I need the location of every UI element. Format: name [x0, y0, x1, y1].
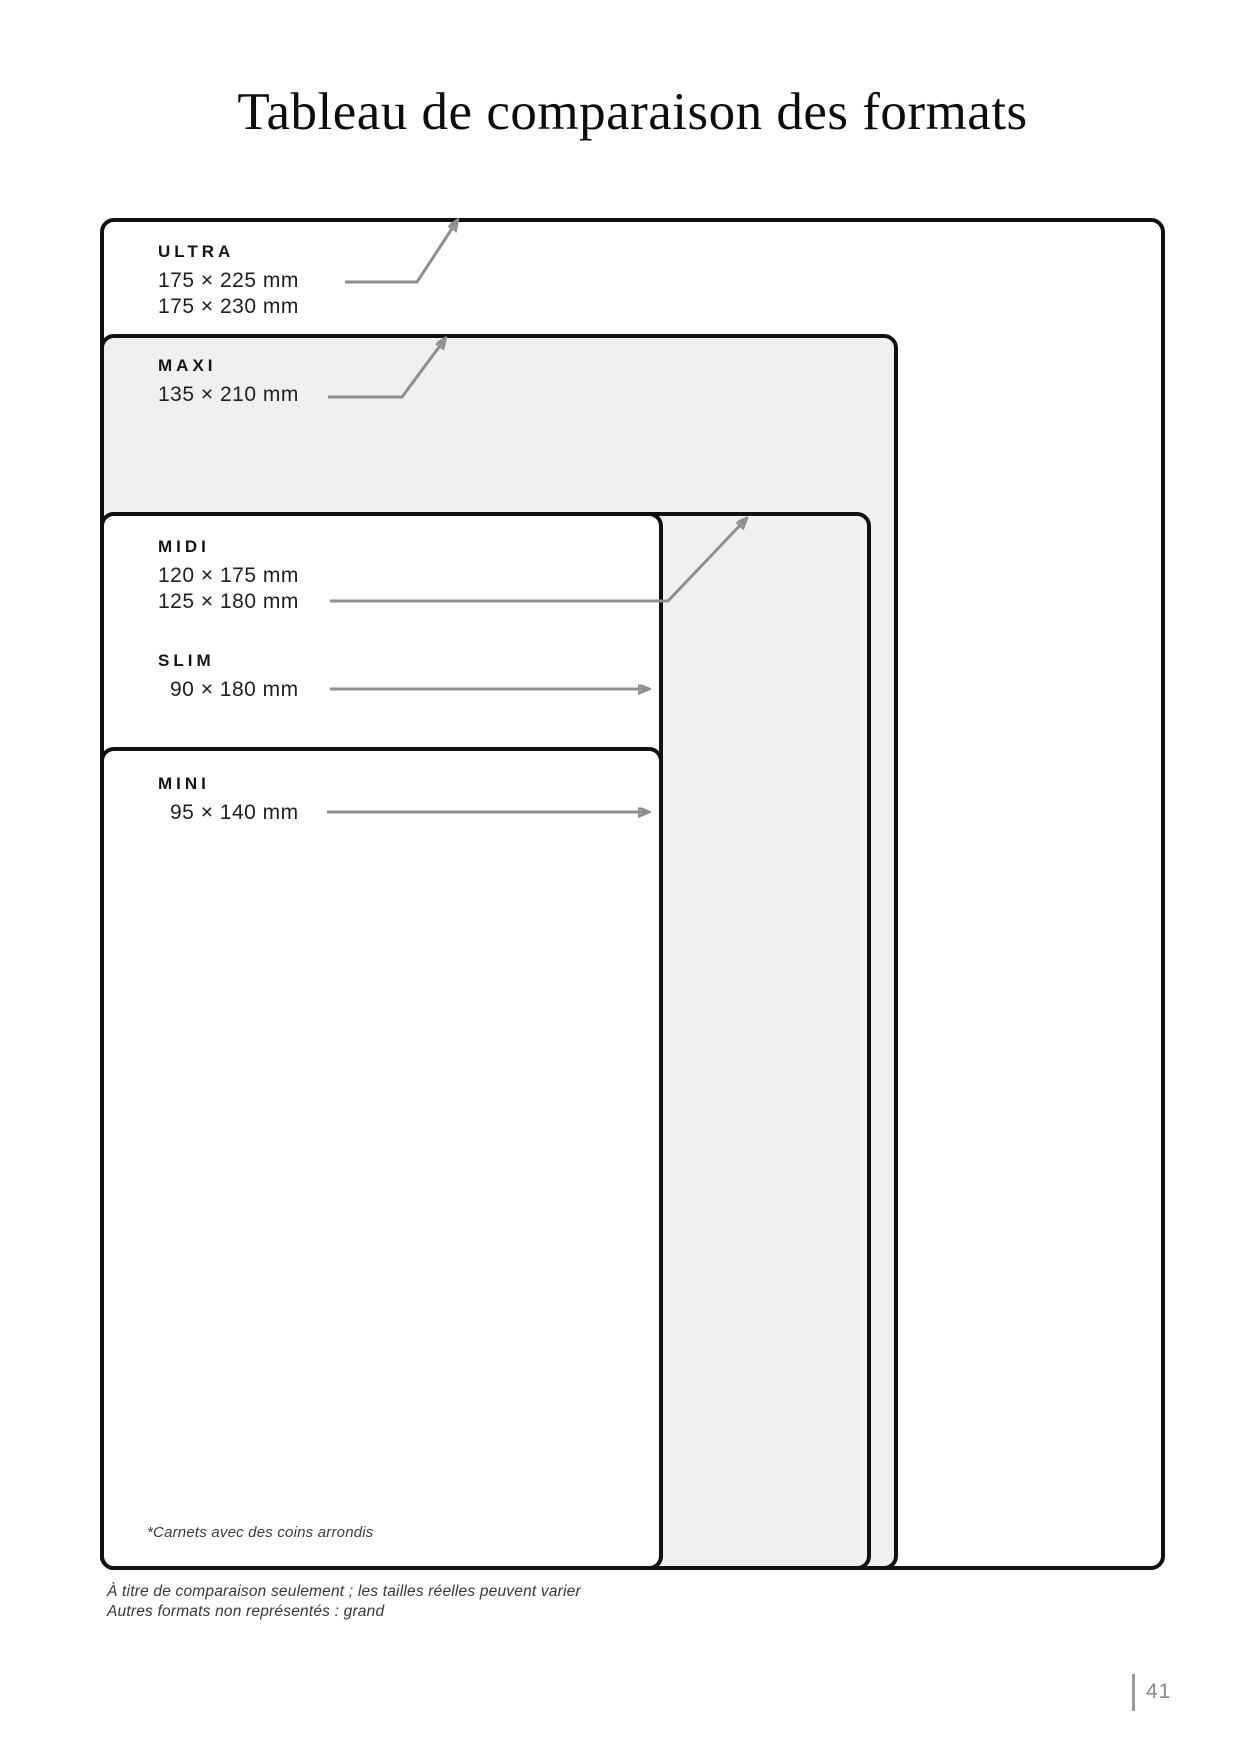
comparison-caption	[107, 1582, 581, 1621]
format-name: ULTRA	[158, 242, 235, 261]
rounded-corners-footnote: *Carnets avec des coins arrondis	[147, 1524, 374, 1541]
format-label-group-mini	[158, 775, 299, 826]
page-number: 41	[1146, 1680, 1172, 1703]
format-size: 125 × 180 mm	[158, 590, 299, 613]
format-size: 175 × 230 mm	[158, 295, 299, 318]
format-name: MINI	[158, 774, 210, 793]
format-size: 95 × 140 mm	[170, 801, 299, 824]
format-label-group-midi	[158, 538, 299, 615]
format-name: MIDI	[158, 537, 210, 556]
format-label-group-maxi	[158, 357, 299, 408]
format-size: 175 × 225 mm	[158, 269, 299, 292]
caption-line-1: À titre de comparaison seulement ; les tailles réelles peuvent varier	[107, 1583, 581, 1600]
format-label-group-ultra	[158, 243, 299, 320]
format-box-mini	[100, 747, 663, 1570]
format-size: 120 × 175 mm	[158, 564, 299, 587]
caption-line-2: Autres formats non représentés : grand	[107, 1602, 385, 1620]
format-name: MAXI	[158, 356, 217, 375]
page-number-divider	[1132, 1674, 1135, 1711]
format-size: 135 × 210 mm	[158, 383, 299, 406]
format-size: 90 × 180 mm	[170, 678, 299, 701]
format-name: SLIM	[158, 651, 215, 670]
format-label-group-slim	[158, 652, 299, 703]
page-title: Tableau de comparaison des formats	[237, 83, 1028, 141]
